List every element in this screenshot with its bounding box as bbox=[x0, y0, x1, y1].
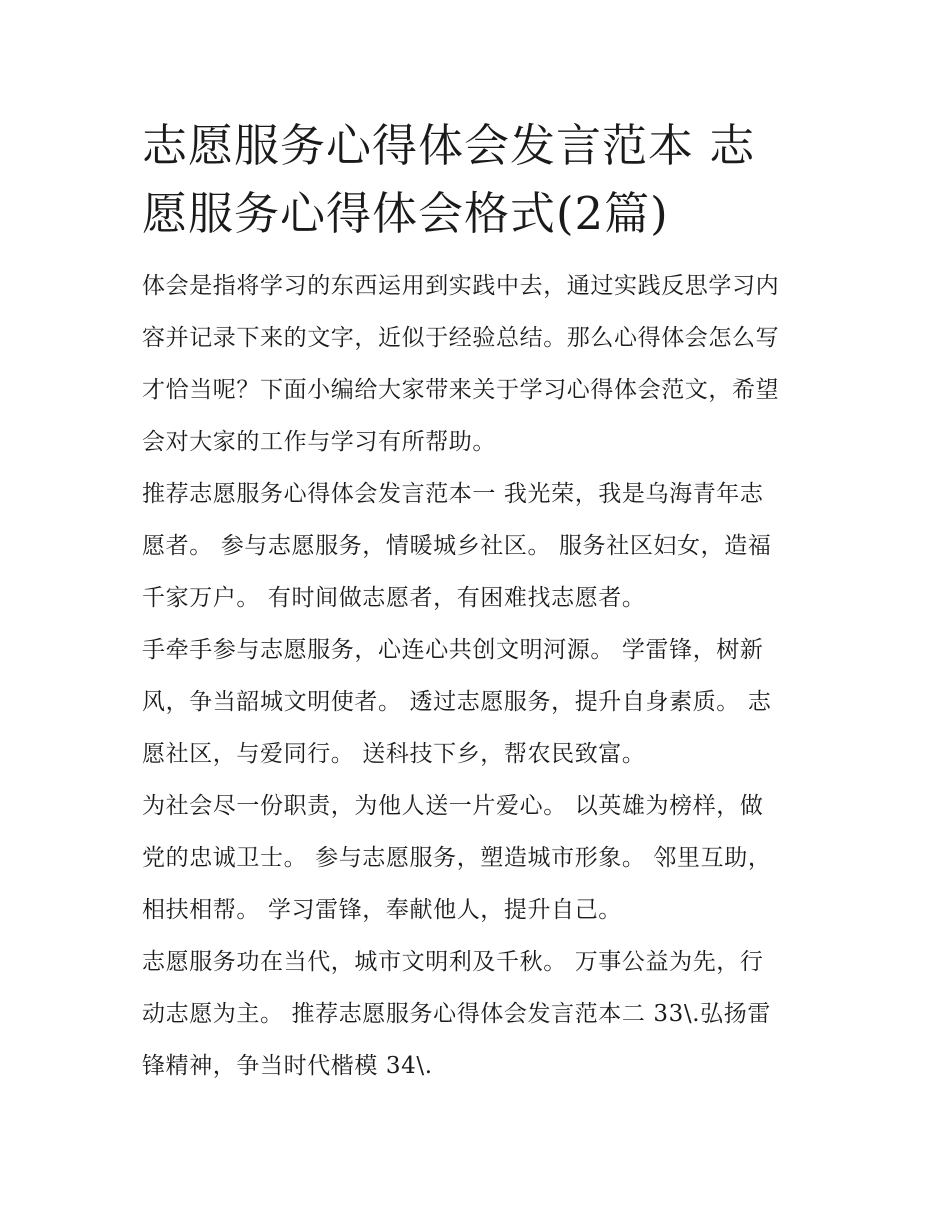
paragraph-line: 党的忠诚卫士。 参与志愿服务，塑造城市形象。 邻里互助， bbox=[142, 845, 772, 871]
document-title bbox=[142, 112, 822, 248]
paragraph-line: 推荐志愿服务心得体会发言范本一 我光荣，我是乌海青年志 bbox=[142, 481, 764, 507]
paragraph-line: 愿者。 参与志愿服务，情暖城乡社区。 服务社区妇女，造福 bbox=[142, 533, 772, 559]
paragraph-3 bbox=[142, 624, 822, 780]
paragraph-line: 手牵手参与志愿服务，心连心共创文明河源。 学雷锋，树新 bbox=[142, 637, 764, 663]
document-page bbox=[142, 112, 822, 1092]
paragraph-line: 体会是指将学习的东西运用到实践中去，通过实践反思学习内 bbox=[142, 273, 780, 299]
title-line-1: 志愿服务心得体会发言范本 志 bbox=[142, 119, 756, 172]
paragraph-line: 为社会尽一份职责，为他人送一片爱心。 以英雄为榜样，做 bbox=[142, 793, 764, 819]
paragraph-line: 会对大家的工作与学习有所帮助。 bbox=[142, 429, 496, 455]
paragraph-5 bbox=[142, 936, 822, 1092]
paragraph-line: 容并记录下来的文字，近似于经验总结。那么心得体会怎么写 bbox=[142, 325, 780, 351]
paragraph-4 bbox=[142, 780, 822, 936]
paragraph-2 bbox=[142, 468, 822, 624]
paragraph-line: 动志愿为主。 推荐志愿服务心得体会发言范本二 33\.弘扬雷 bbox=[142, 1001, 771, 1027]
paragraph-line: 风，争当韶城文明使者。 透过志愿服务，提升自身素质。 志 bbox=[142, 689, 772, 715]
paragraph-line: 锋精神，争当时代楷模 34\. bbox=[142, 1053, 433, 1079]
paragraph-line: 志愿服务功在当代，城市文明利及千秋。 万事公益为先，行 bbox=[142, 949, 764, 975]
paragraph-line: 千家万户。 有时间做志愿者，有困难找志愿者。 bbox=[142, 585, 646, 611]
title-line-2: 愿服务心得体会格式(2篇) bbox=[142, 187, 669, 240]
paragraph-intro bbox=[142, 260, 822, 468]
paragraph-line: 愿社区，与爱同行。 送科技下乡，帮农民致富。 bbox=[142, 741, 646, 767]
paragraph-line: 才恰当呢？下面小编给大家带来关于学习心得体会范文，希望 bbox=[142, 377, 780, 403]
paragraph-line: 相扶相帮。 学习雷锋，奉献他人，提升自己。 bbox=[142, 897, 622, 923]
